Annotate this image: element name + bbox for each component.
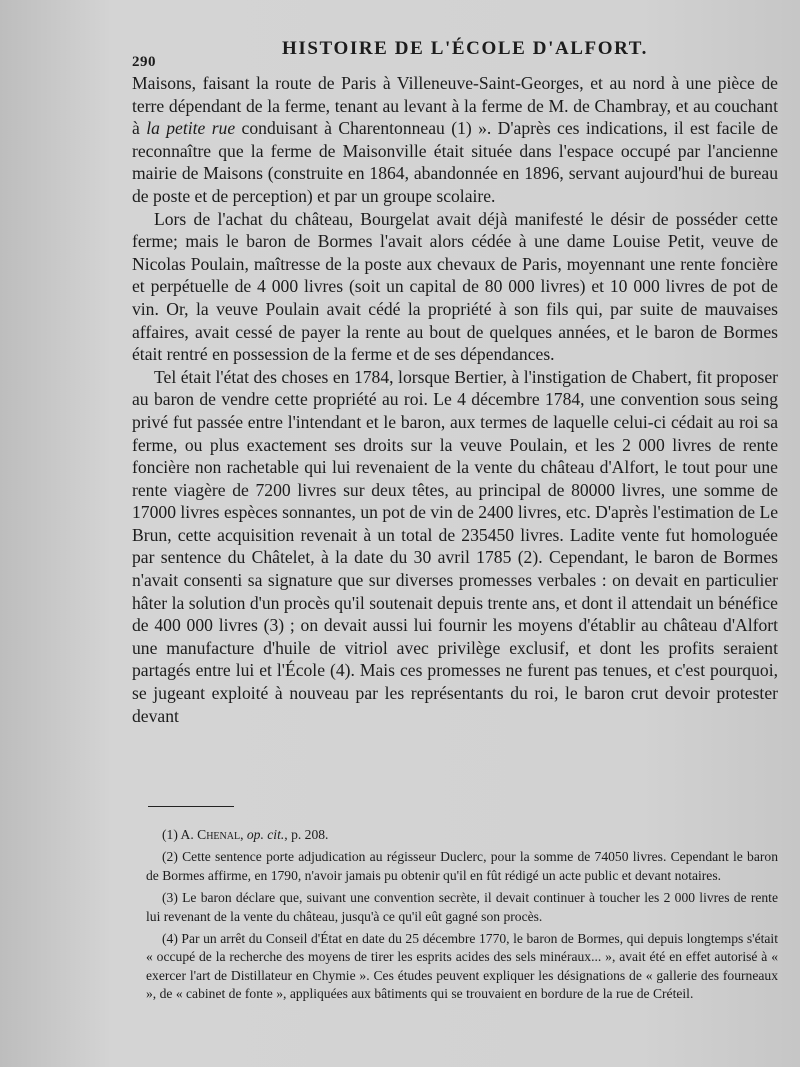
footnote-3: (3) Le baron déclare que, suivant une convention secrète, il devait continuer à toucher les 2 000 livres de rente lui revenant de la vente du château, jusqu'à ce qu'il eût gagné son procès.	[146, 890, 778, 924]
footnote-1: (1) A. Chenal, op. cit., p. 208.	[162, 827, 329, 842]
footnote-4: (4) Par un arrêt du Conseil d'État en date du 25 décembre 1770, le baron de Bormes, qui depuis longtemps s'était « occupé de la recherche des moyens de tirer les esprits acides des sels minéraux... », avait été en effet autorisé à « exercer l'art de Distillateur en Chymie ». Ces études peuvent expliquer les désignations de « gallerie des fourneaux », de « cabinet de fonte », appliquées aux bâtiments qui se trouvaient en bordure de la rue de Créteil.	[146, 931, 778, 1002]
page-header	[132, 34, 770, 74]
paragraph-1: Maisons, faisant la route de Paris à Villeneuve-Saint-Georges, et au nord à une pièce de terre dépendant de la ferme, tenant au levant à la ferme de M. de Chambray, et au couchant à la petite rue conduisant à Charentonneau (1) ». D'après ces indications, il est facile de reconnaître que la ferme de Maisonville était située dans l'espace occupé par l'ancienne mairie de Maisons (construite en 1864, abandonnée en 1896, servant aujourd'hui de bureau de poste et de perception) et par un groupe scolaire.	[132, 73, 778, 206]
page-number: 290	[132, 54, 156, 70]
footnote-author: Chenal	[197, 827, 241, 842]
body-text	[132, 72, 778, 727]
italic-phrase: la petite rue	[146, 118, 236, 139]
running-head: HISTOIRE DE L'ÉCOLE D'ALFORT.	[282, 38, 648, 59]
footnotes	[146, 826, 778, 1008]
paragraph-3: Tel était l'état des choses en 1784, lorsque Bertier, à l'instigation de Chabert, fit proposer au baron de vendre cette propriété au roi. Le 4 décembre 1784, une convention sous seing privé fut passée entre l'intendant et le baron, aux termes de laquelle celui-ci cédait au roi sa ferme, ou plus exactement ses droits sur la veuve Poulain, et les 2 000 livres de rente foncière non rachetable qui lui revenaient de la vente du château d'Alfort, le tout pour une rente viagère de 7200 livres sur deux têtes, au principal de 80000 livres, une somme de 17000 livres espèces sonnantes, un pot de vin de 2400 livres, etc. D'après l'estimation de Le Brun, cette acquisition revenait à un total de 235450 livres. Ladite vente fut homologuée par sentence du Châtelet, à la date du 30 avril 1785 (2). Cependant, le baron de Bormes n'avait consenti sa signature que sur diverses promesses verbales : on devait en particulier hâter la solution d'un procès qu'il soutenait depuis trente ans, et dont il attendait un bénéfice de 400 000 livres (3) ; on devait aussi lui fournir les moyens d'établir au château d'Alfort une manufacture d'huile de vitriol avec privilège exclusif, et dont les profits seraient partagés entre lui et l'École (4). Mais ces promesses ne furent pas tenues, et c'est pourquoi, se jugeant exploité à nouveau par les représentants du roi, le baron crut devoir protester devant	[132, 366, 778, 726]
paragraph-2: Lors de l'achat du château, Bourgelat avait déjà manifesté le désir de posséder cette ferme; mais le baron de Bormes l'avait alors cédée à une dame Louise Petit, veuve de Nicolas Poulain, maîtresse de la poste aux chevaux de Paris, moyennant une rente foncière et perpétuelle de 4 000 livres (soit un capital de 80 000 livres) et 10 000 livres de pot de vin. Or, la veuve Poulain avait cédé la propriété à son fils qui, par suite de mauvaises affaires, avait cessé de payer la rente au bout de quelques années, et le baron de Bormes était rentré en possession de la ferme et de ses dépendances.	[132, 208, 778, 365]
footnote-2: (2) Cette sentence porte adjudication au régisseur Duclerc, pour la somme de 74050 livres. Cependant le baron de Bormes affirme, en 1790, n'avoir jamais pu obtenir qu'il en fût rédigé un acte public et devant notaires.	[146, 849, 778, 883]
footnote-divider	[148, 806, 234, 807]
